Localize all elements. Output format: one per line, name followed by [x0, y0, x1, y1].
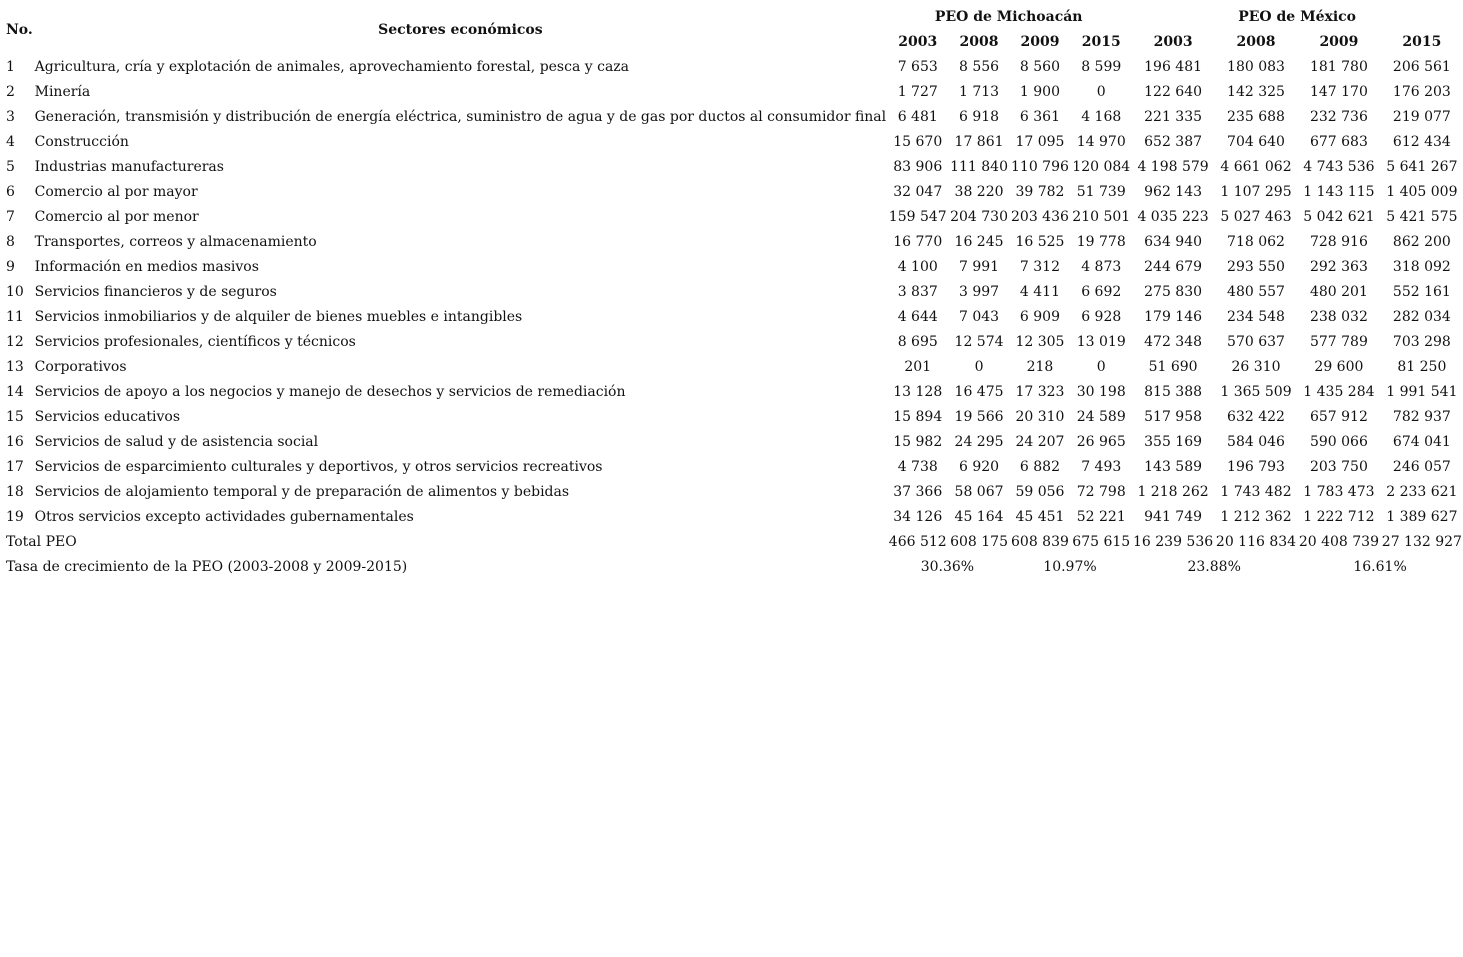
- header-year: 2009: [1319, 34, 1359, 50]
- row-value: 203 436: [1011, 209, 1069, 225]
- row-value: 45 164: [954, 509, 1004, 525]
- row-value: 26 965: [1076, 434, 1126, 450]
- header-sectors: Sectores económicos: [378, 21, 543, 38]
- table-row: [6, 130, 1463, 155]
- row-value: 13 019: [1076, 334, 1126, 350]
- row-value: 4 873: [1081, 259, 1122, 275]
- row-value: 17 323: [1015, 384, 1065, 400]
- row-sector: Agricultura, cría y explotación de animales, aprovechamiento forestal, pesca y caza: [34, 59, 630, 75]
- row-value: 815 388: [1144, 384, 1203, 400]
- row-value: 235 688: [1227, 109, 1285, 125]
- total-cell: 20 116 834: [1215, 534, 1297, 550]
- row-value: 6 928: [1081, 309, 1122, 325]
- row-value: 29 600: [1314, 359, 1364, 375]
- row-value: 6 361: [1019, 109, 1060, 125]
- row-sector: Minería: [34, 84, 91, 100]
- row-value: 142 325: [1227, 84, 1285, 100]
- header-year: 2008: [959, 34, 999, 50]
- row-value: 657 912: [1309, 409, 1368, 425]
- row-value: 3 837: [897, 284, 938, 300]
- row-number: 8: [6, 234, 15, 250]
- row-number: 5: [6, 159, 15, 175]
- row-value: 26 310: [1231, 359, 1281, 375]
- row-value: 210 501: [1072, 209, 1131, 225]
- row-value: 17 861: [954, 134, 1004, 150]
- row-sector: Servicios de salud y de asistencia social: [34, 434, 319, 450]
- row-value: 51 690: [1148, 359, 1198, 375]
- row-value: 120 084: [1072, 159, 1131, 175]
- row-value: 517 958: [1144, 409, 1203, 425]
- row-number: 18: [6, 484, 24, 500]
- row-value: 1 405 009: [1386, 184, 1458, 200]
- row-value: 4 743 536: [1303, 159, 1375, 175]
- row-value: 196 793: [1227, 459, 1285, 475]
- row-number: 4: [6, 134, 15, 150]
- row-sector: Construcción: [34, 134, 129, 150]
- row-value: 219 077: [1392, 109, 1451, 125]
- table-row: [6, 80, 1463, 105]
- row-value: 111 840: [950, 159, 1008, 175]
- row-value: 4 035 223: [1137, 209, 1209, 225]
- row-value: 6 918: [958, 109, 1000, 125]
- row-value: 246 057: [1392, 459, 1451, 475]
- row-value: 4 738: [897, 459, 938, 475]
- row-value: 6 692: [1081, 284, 1122, 300]
- header-no: No.: [6, 21, 33, 38]
- total-cell: 608 839: [1011, 534, 1069, 550]
- row-value: 37 366: [893, 484, 943, 500]
- row-number: 10: [6, 284, 24, 300]
- row-value: 677 683: [1309, 134, 1368, 150]
- row-value: 4 644: [897, 309, 938, 325]
- row-sector: Servicios inmobiliarios y de alquiler de bienes muebles e intangibles: [34, 309, 523, 325]
- row-number: 6: [6, 184, 15, 200]
- row-value: 39 782: [1015, 184, 1065, 200]
- table-row: [6, 105, 1463, 130]
- row-value: 0: [1096, 359, 1106, 375]
- row-value: 16 525: [1015, 234, 1065, 250]
- row-value: 355 169: [1144, 434, 1203, 450]
- row-sector: Servicios de alojamiento temporal y de preparación de alimentos y bebidas: [34, 484, 570, 500]
- row-number: 13: [6, 359, 24, 375]
- row-value: 8 556: [958, 59, 1000, 75]
- row-value: 292 363: [1309, 259, 1368, 275]
- row-value: 632 422: [1227, 409, 1285, 425]
- row-value: 472 348: [1144, 334, 1203, 350]
- row-value: 34 126: [893, 509, 943, 525]
- row-value: 19 566: [954, 409, 1004, 425]
- row-value: 8 695: [897, 334, 938, 350]
- row-value: 1 991 541: [1386, 384, 1458, 400]
- row-value: 1 143 115: [1303, 184, 1375, 200]
- table-row: [6, 255, 1463, 280]
- row-value: 318 092: [1392, 259, 1451, 275]
- row-value: 147 170: [1309, 84, 1368, 100]
- row-value: 862 200: [1392, 234, 1451, 250]
- row-sector: Corporativos: [34, 359, 127, 375]
- row-value: 58 067: [954, 484, 1004, 500]
- row-number: 15: [6, 409, 24, 425]
- row-value: 16 475: [954, 384, 1004, 400]
- table-row: [6, 455, 1463, 480]
- row-value: 1 727: [897, 84, 938, 100]
- growth-rate: 23.88%: [1187, 559, 1241, 575]
- row-value: 293 550: [1227, 259, 1285, 275]
- row-value: 2 233 621: [1386, 484, 1458, 500]
- table-row: [6, 355, 1463, 380]
- row-value: 8 599: [1081, 59, 1122, 75]
- row-number: 1: [6, 59, 15, 75]
- row-value: 4 198 579: [1137, 159, 1209, 175]
- row-value: 4 168: [1081, 109, 1122, 125]
- row-value: 728 916: [1309, 234, 1368, 250]
- growth-row: [6, 555, 1463, 580]
- row-value: 1 900: [1019, 84, 1060, 100]
- row-value: 634 940: [1144, 234, 1203, 250]
- row-value: 122 640: [1144, 84, 1203, 100]
- row-value: 7 991: [958, 259, 1000, 275]
- row-sector: Servicios de esparcimiento culturales y deportivos, y otros servicios recreativos: [34, 459, 603, 475]
- row-value: 72 798: [1076, 484, 1126, 500]
- row-value: 16 770: [893, 234, 943, 250]
- total-label: Total PEO: [6, 534, 77, 550]
- peo-table: [6, 5, 1463, 580]
- row-value: 52 221: [1076, 509, 1126, 525]
- row-value: 38 220: [954, 184, 1004, 200]
- header-row-groups: [6, 5, 1463, 30]
- row-value: 1 435 284: [1303, 384, 1375, 400]
- row-value: 1 389 627: [1386, 509, 1458, 525]
- total-cell: 466 512: [888, 534, 947, 550]
- row-number: 14: [6, 384, 24, 400]
- row-value: 1 743 482: [1220, 484, 1292, 500]
- total-row: [6, 530, 1463, 555]
- row-value: 552 161: [1392, 284, 1451, 300]
- row-value: 480 557: [1227, 284, 1285, 300]
- row-value: 782 937: [1392, 409, 1451, 425]
- growth-label: Tasa de crecimiento de la PEO (2003-2008 y 2009-2015): [6, 559, 408, 575]
- row-value: 3 997: [958, 284, 1000, 300]
- row-value: 32 047: [893, 184, 943, 200]
- total-cell: 608 175: [950, 534, 1008, 550]
- row-value: 590 066: [1309, 434, 1368, 450]
- row-sector: Transportes, correos y almacenamiento: [34, 234, 317, 250]
- row-value: 221 335: [1144, 109, 1203, 125]
- row-value: 704 640: [1227, 134, 1285, 150]
- row-value: 234 548: [1227, 309, 1285, 325]
- header-year: 2015: [1402, 34, 1442, 50]
- row-value: 17 095: [1015, 134, 1065, 150]
- growth-rate: 16.61%: [1353, 559, 1407, 575]
- row-value: 24 295: [954, 434, 1004, 450]
- row-sector: Servicios financieros y de seguros: [34, 284, 277, 300]
- table-row: [6, 180, 1463, 205]
- row-sector: Industrias manufactureras: [34, 159, 224, 175]
- row-value: 15 982: [893, 434, 943, 450]
- row-number: 7: [6, 209, 15, 225]
- row-sector: Servicios educativos: [34, 409, 181, 425]
- row-value: 0: [974, 359, 984, 375]
- row-value: 196 481: [1144, 59, 1203, 75]
- row-value: 15 670: [893, 134, 943, 150]
- growth-rate: 30.36%: [920, 559, 975, 575]
- row-value: 4 100: [897, 259, 938, 275]
- row-value: 232 736: [1309, 109, 1368, 125]
- row-value: 24 207: [1015, 434, 1065, 450]
- row-sector: Otros servicios excepto actividades gubernamentales: [34, 509, 414, 525]
- row-value: 5 641 267: [1386, 159, 1458, 175]
- row-value: 8 560: [1019, 59, 1060, 75]
- header-year: 2008: [1236, 34, 1276, 50]
- row-value: 1 107 295: [1220, 184, 1292, 200]
- row-value: 81 250: [1397, 359, 1447, 375]
- header-year: 2015: [1081, 34, 1121, 50]
- row-value: 703 298: [1392, 334, 1451, 350]
- total-cell: 16 239 536: [1132, 534, 1214, 550]
- row-value: 570 637: [1227, 334, 1285, 350]
- row-number: 16: [6, 434, 24, 450]
- row-value: 6 481: [897, 109, 938, 125]
- table-row: [6, 280, 1463, 305]
- row-value: 1 212 362: [1220, 509, 1292, 525]
- total-cell: 27 132 927: [1381, 534, 1462, 550]
- table-row: [6, 230, 1463, 255]
- row-sector: Información en medios masivos: [34, 259, 259, 275]
- row-value: 19 778: [1076, 234, 1126, 250]
- row-value: 181 780: [1309, 59, 1368, 75]
- row-value: 5 042 621: [1303, 209, 1375, 225]
- row-value: 6 909: [1019, 309, 1060, 325]
- row-value: 7 312: [1019, 259, 1060, 275]
- row-value: 201: [904, 359, 932, 375]
- table-header: [6, 5, 1463, 55]
- row-value: 203 750: [1309, 459, 1368, 475]
- header-year: 2003: [898, 34, 938, 50]
- row-value: 12 305: [1015, 334, 1065, 350]
- row-value: 176 203: [1392, 84, 1451, 100]
- row-value: 1 222 712: [1303, 509, 1375, 525]
- growth-rate: 10.97%: [1043, 559, 1097, 575]
- row-value: 244 679: [1144, 259, 1203, 275]
- row-value: 941 749: [1144, 509, 1203, 525]
- row-sector: Servicios de apoyo a los negocios y manejo de desechos y servicios de remediación: [34, 384, 626, 400]
- row-value: 6 882: [1019, 459, 1060, 475]
- table-row: [6, 305, 1463, 330]
- row-value: 652 387: [1144, 134, 1203, 150]
- row-value: 7 493: [1081, 459, 1122, 475]
- row-value: 30 198: [1076, 384, 1126, 400]
- row-value: 24 589: [1076, 409, 1126, 425]
- row-number: 19: [6, 509, 24, 525]
- row-number: 17: [6, 459, 24, 475]
- row-value: 962 143: [1144, 184, 1203, 200]
- table-row: [6, 505, 1463, 530]
- row-value: 159 547: [888, 209, 947, 225]
- row-value: 1 218 262: [1137, 484, 1209, 500]
- table-row: [6, 430, 1463, 455]
- table-row: [6, 380, 1463, 405]
- row-value: 4 411: [1019, 284, 1060, 300]
- header-year: 2003: [1153, 34, 1193, 50]
- row-sector: Comercio al por mayor: [34, 184, 198, 200]
- row-value: 110 796: [1011, 159, 1069, 175]
- row-number: 2: [6, 84, 15, 100]
- row-value: 143 589: [1144, 459, 1203, 475]
- row-value: 282 034: [1392, 309, 1451, 325]
- row-value: 1 713: [958, 84, 1000, 100]
- row-number: 12: [6, 334, 24, 350]
- row-value: 83 906: [893, 159, 943, 175]
- header-year: 2009: [1020, 34, 1060, 50]
- header-group-michoacan: PEO de Michoacán: [934, 9, 1083, 25]
- row-value: 206 561: [1392, 59, 1451, 75]
- row-value: 180 083: [1227, 59, 1285, 75]
- table-row: [6, 480, 1463, 505]
- header-group-mexico: PEO de México: [1238, 9, 1357, 25]
- row-value: 480 201: [1309, 284, 1368, 300]
- row-value: 4 661 062: [1220, 159, 1292, 175]
- row-value: 13 128: [893, 384, 943, 400]
- row-number: 9: [6, 259, 15, 275]
- row-value: 238 032: [1309, 309, 1368, 325]
- row-sector: Comercio al por menor: [34, 209, 199, 225]
- row-value: 577 789: [1309, 334, 1368, 350]
- row-sector: Servicios profesionales, científicos y técnicos: [34, 334, 356, 350]
- table-row: [6, 155, 1463, 180]
- row-value: 218: [1026, 359, 1054, 375]
- row-value: 7 653: [897, 59, 938, 75]
- table-row: [6, 405, 1463, 430]
- row-value: 1 365 509: [1220, 384, 1292, 400]
- row-value: 6 920: [958, 459, 1000, 475]
- total-cell: 20 408 739: [1298, 534, 1379, 550]
- row-value: 718 062: [1227, 234, 1285, 250]
- row-value: 5 027 463: [1220, 209, 1292, 225]
- row-value: 14 970: [1076, 134, 1126, 150]
- row-value: 1 783 473: [1303, 484, 1375, 500]
- row-value: 45 451: [1015, 509, 1065, 525]
- table-row: [6, 205, 1463, 230]
- row-value: 612 434: [1392, 134, 1451, 150]
- row-value: 0: [1096, 84, 1106, 100]
- row-value: 7 043: [958, 309, 1000, 325]
- row-value: 59 056: [1015, 484, 1065, 500]
- row-number: 3: [6, 109, 15, 125]
- row-value: 674 041: [1392, 434, 1451, 450]
- table-row: [6, 55, 1463, 80]
- row-value: 275 830: [1144, 284, 1203, 300]
- row-value: 16 245: [954, 234, 1004, 250]
- row-value: 204 730: [950, 209, 1008, 225]
- row-value: 584 046: [1227, 434, 1285, 450]
- row-value: 12 574: [954, 334, 1004, 350]
- row-value: 15 894: [893, 409, 943, 425]
- row-sector: Generación, transmisión y distribución de energía eléctrica, suministro de agua y de gas por ductos al consumidor final: [34, 109, 887, 125]
- row-value: 20 310: [1015, 409, 1065, 425]
- table-body: [6, 55, 1463, 580]
- row-number: 11: [6, 309, 24, 325]
- row-value: 51 739: [1076, 184, 1126, 200]
- total-cell: 675 615: [1072, 534, 1131, 550]
- row-value: 5 421 575: [1386, 209, 1458, 225]
- table-row: [6, 330, 1463, 355]
- row-value: 179 146: [1144, 309, 1203, 325]
